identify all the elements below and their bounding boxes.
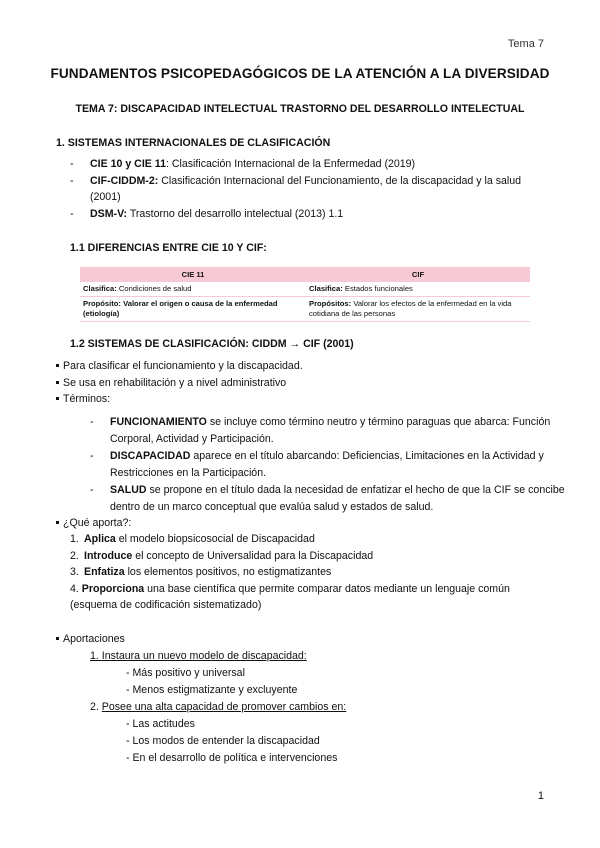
item-text: el modelo biopsicosocial de Discapacidad <box>115 533 315 545</box>
term-text: aparece en el título abarcando: Deficiencias, Limitaciones en la Actividad y Restricciones en la Participación. <box>110 450 544 479</box>
list-item <box>70 156 550 173</box>
item-text: : Clasificación Internacional de la Enfermedad (2019) <box>165 158 416 170</box>
cell-text: Condiciones de salud <box>116 284 192 293</box>
table-header-cie: CIE 11 <box>80 267 306 282</box>
sub-item: - Menos estigmatizante y excluyente <box>126 684 298 696</box>
item-text: los elementos positivos, no estigmatizantes <box>124 566 332 578</box>
cell-bold: Clasifica: <box>309 284 343 293</box>
item-bold: DSM-V: <box>90 207 128 220</box>
item-bold: CIF-CIDDM-2: <box>90 174 159 187</box>
item-bold: Aplica <box>84 533 116 545</box>
list-item <box>70 581 540 614</box>
aportacion-title: Posee una alta capacidad de promover cambios en: <box>101 701 347 713</box>
sub-item: - Las actitudes <box>126 718 195 730</box>
comparison-table <box>80 267 530 322</box>
aporta-heading <box>56 515 131 532</box>
list-item <box>70 173 550 206</box>
aportacion-title: Instaura un nuevo modelo de discapacidad: <box>101 650 307 662</box>
list-item <box>70 564 540 581</box>
list-item <box>70 531 540 548</box>
table-header-cif: CIF <box>306 267 530 282</box>
cell-bold: Propósito: Valorar el origen o causa de la enfermedad (etiología) <box>83 299 278 318</box>
item-text: una base científica que permite comparar datos mediante un lenguaje común (esquema de codificación sistematizado) <box>70 582 510 611</box>
table-cell <box>306 297 530 322</box>
item-text: el concepto de Universalidad para la Discapacidad <box>132 549 374 562</box>
document-subtitle: TEMA 7: DISCAPACIDAD INTELECTUAL TRASTORNO DEL DESARROLLO INTELECTUAL <box>75 103 525 115</box>
term-item: - DISCAPACIDAD aparece en el título abarcando: Deficiencias, Limitaciones en la Actividad y Restricciones en la Participación. <box>90 450 544 479</box>
term-bold: DISCAPACIDAD <box>110 450 191 462</box>
aportacion-item <box>90 648 307 665</box>
term-bold: FUNCIONAMIENTO <box>110 416 207 428</box>
bullet-line <box>56 375 286 392</box>
term-bold: SALUD <box>110 484 147 496</box>
item-number: 3. <box>70 566 79 578</box>
item-text: Trastorno del desarrollo intelectual (2013) 1.1 <box>127 207 344 220</box>
section-1-heading: 1. SISTEMAS INTERNACIONALES DE CLASIFICACIÓN <box>56 137 331 149</box>
section-1-2-heading: 1.2 SISTEMAS DE CLASIFICACIÓN: CIDDM → CIF (2001) <box>70 338 354 350</box>
table-row <box>80 282 530 297</box>
item-text: Clasificación Internacional del Funcionamiento, de la discapacidad y la salud (2001) <box>90 174 522 203</box>
sub-item: - Más positivo y universal <box>126 667 245 679</box>
table-row <box>80 297 530 322</box>
aportacion-item <box>90 699 346 716</box>
section-1-1-heading: 1.1 DIFERENCIAS ENTRE CIE 10 Y CIF: <box>70 242 267 254</box>
item-number: 4. <box>70 582 79 595</box>
header-tema-label: Tema 7 <box>507 38 544 50</box>
document-title: FUNDAMENTOS PSICOPEDAGÓGICOS DE LA ATENCIÓN A LA DIVERSIDAD <box>50 66 550 81</box>
item-number: 2. <box>70 549 79 562</box>
sub-item: - Los modos de entender la discapacidad <box>126 735 320 747</box>
cell-bold: Clasifica: <box>83 284 117 293</box>
page-number: 1 <box>537 790 544 802</box>
term-text: se propone en el título dada la necesidad de enfatizar el hecho de que la CIF se concibe dentro de un marco conceptual que evalúa salud y estados de salud. <box>110 484 565 513</box>
table-cell <box>80 297 306 322</box>
bullet-line <box>56 391 110 408</box>
classification-systems-list <box>70 156 550 222</box>
item-bold: Proporciona <box>81 582 145 595</box>
bullet-text: Se usa en rehabilitación y a nivel administrativo <box>63 377 287 389</box>
bullet-line <box>56 358 303 375</box>
aportaciones-label: Aportaciones <box>63 633 125 645</box>
sub-item: - En el desarrollo de política e intervenciones <box>126 752 338 764</box>
cell-bold: Propósitos: <box>309 299 352 308</box>
item-number: 2. <box>90 701 99 713</box>
item-bold: Enfatiza <box>84 566 125 578</box>
aporta-label: ¿Qué aporta?: <box>63 517 132 529</box>
item-bold: Introduce <box>84 549 133 562</box>
term-item: - SALUD se propone en el título dada la necesidad de enfatizar el hecho de que la CIF se concibe dentro de un marco conceptual que evalúa salud y estados de salud. <box>90 484 565 513</box>
item-number: 1. <box>70 533 79 545</box>
list-item <box>70 548 540 565</box>
aporta-list <box>70 531 540 614</box>
item-number: 1. <box>90 650 99 662</box>
item-bold: CIE 10 y CIE 11 <box>90 158 166 170</box>
aportaciones-heading <box>56 631 125 648</box>
term-text: se incluye como término neutro y término paraguas que abarca: Función Corporal, Actividad y Participación. <box>110 416 551 445</box>
table-cell <box>306 282 530 297</box>
cell-text: Valorar los efectos de la enfermedad en la vida cotidiana de las personas <box>309 299 512 318</box>
table-cell <box>80 282 306 297</box>
list-item <box>70 206 550 223</box>
cell-text: Estados funcionales <box>342 284 413 293</box>
bullet-text: Términos: <box>63 393 111 405</box>
term-item: - FUNCIONAMIENTO se incluye como término neutro y término paraguas que abarca: Función Corporal, Actividad y Participación. <box>90 416 551 445</box>
bullet-text: Para clasificar el funcionamiento y la discapacidad. <box>63 360 303 372</box>
